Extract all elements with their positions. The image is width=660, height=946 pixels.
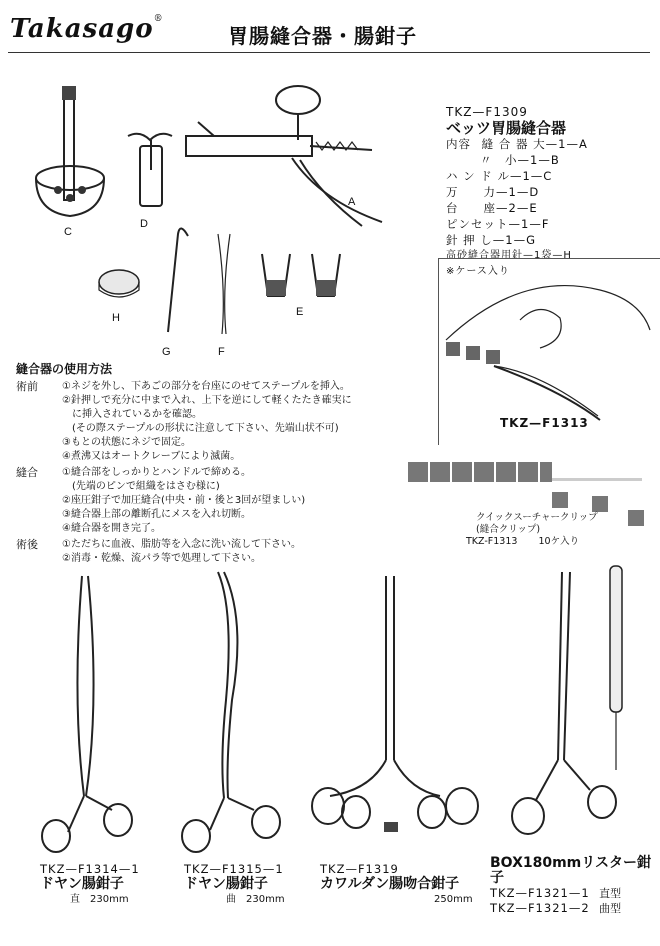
variant-code: TKZ—F1321—1	[490, 886, 590, 900]
contents-item: 万 力—1—D	[446, 185, 540, 199]
instruction-line: (先端のピンで組織をはさむ様に)	[62, 481, 220, 492]
usage-heading: 縫合器の使用方法	[16, 362, 113, 376]
instruction-line: に挿入されているかを確認。	[62, 409, 202, 420]
instruction-line: ④煮沸又はオートクレーブにより滅菌。	[62, 451, 241, 462]
instruction-line: ③縫合器上部の離断孔にメスを入れ切断。	[62, 509, 251, 520]
product-detail: 直 230mm	[70, 894, 129, 905]
anastomosis-clamp-illustration	[312, 576, 478, 832]
case-note: ※ケース入り	[446, 266, 510, 277]
figure-label-g: G	[162, 346, 171, 358]
clip-code: TKZ-F1313	[466, 536, 518, 547]
instruction-line: ③もとの状態にネジで固定。	[62, 437, 191, 448]
section-label: 縫合	[16, 466, 38, 479]
figure-label-c: C	[64, 226, 72, 238]
contents-item: 〃 小—1—B	[480, 153, 560, 167]
bases-e-illustration	[262, 254, 340, 296]
product-f1319	[320, 862, 473, 907]
variant-row	[490, 886, 660, 901]
instruction-line: ①ネジを外し、下あごの部分を台座にのせてステープルを挿入。	[62, 381, 350, 392]
product-f1309-code: TKZ—F1309	[446, 105, 528, 119]
takasago-logo	[10, 14, 164, 44]
needle-case-h-illustration	[99, 270, 139, 297]
usage-section-postop	[16, 538, 416, 566]
contents-item: ピンセット—1—F	[446, 217, 550, 231]
variant-type: 曲型	[599, 902, 622, 915]
product-f1315	[184, 862, 285, 907]
usage-section-suture	[16, 466, 416, 536]
figure-label-f: F	[218, 346, 225, 358]
product-name: ドヤン腸鉗子	[40, 876, 124, 892]
section-label: 術後	[16, 538, 38, 551]
contents-label: 内容	[446, 137, 471, 151]
header-divider	[8, 52, 650, 53]
logo-registered-mark: ®	[153, 14, 164, 24]
handle-c-illustration	[36, 86, 104, 216]
product-f1309-name: ベッツ胃腸縫合器	[446, 119, 567, 137]
usage-section-preop	[16, 380, 416, 464]
figure-label-e: E	[296, 306, 304, 318]
doyen-curved-illustration	[182, 572, 280, 852]
forceps-f-illustration	[218, 234, 230, 334]
instruction-line: ②消毒・乾燥、流パラ等で処理して下さい。	[62, 553, 261, 564]
figure-label-a: A	[348, 196, 356, 208]
figure-label-d: D	[140, 218, 148, 230]
product-detail: 250mm	[434, 894, 473, 905]
usage-instructions	[16, 362, 416, 568]
figure-label-h: H	[112, 312, 120, 324]
section-label: 術前	[16, 380, 38, 393]
clip-subname: (縫合クリップ)	[476, 524, 541, 535]
product-f1314	[40, 862, 140, 907]
doyen-straight-illustration	[42, 576, 132, 852]
contents-row	[446, 136, 588, 152]
logo-text: Takasago	[10, 14, 154, 44]
instruction-line: ④縫合器を開き完了。	[62, 523, 161, 534]
clip-name: クイックスーチャークリップ	[476, 512, 598, 523]
variant-type: 直型	[599, 887, 622, 900]
lister-forceps-illustration	[512, 566, 622, 834]
product-name: BOX180mmリスター鉗子	[490, 855, 651, 886]
product-f1309	[446, 104, 588, 280]
instruction-line: ①縫合部をしっかりとハンドルで締める。	[62, 467, 251, 478]
product-code: TKZ—F1319	[320, 862, 399, 876]
product-code: TKZ—F1315—1	[184, 862, 284, 876]
product-detail: 曲 230mm	[226, 894, 285, 905]
page-title: 胃腸縫合器・腸鉗子	[228, 24, 417, 48]
product-lister	[490, 856, 660, 916]
contents-item: 縫 合 器 大—1—A	[481, 137, 588, 151]
contents-item: ハ ン ド ル—1—C	[446, 169, 553, 183]
quick-suture-clip-info	[466, 512, 598, 548]
variant-code: TKZ—F1321—2	[490, 901, 590, 915]
clip-quantity: 10ケ入り	[538, 536, 580, 547]
instruction-line: ②針押しで充分に中まで入れ、上下を逆にして軽くたたき確実に	[62, 395, 352, 406]
product-code: TKZ—F1314—1	[40, 862, 140, 876]
instruction-line: ②座圧鉗子で加圧縫合(中央・前・後と3回が望ましい)	[62, 495, 306, 506]
instruction-line: (その際ステープルの形状に注意して下さい、先端山状不可)	[62, 423, 339, 434]
needle-pusher-g-illustration	[168, 228, 188, 332]
product-f1313-code: TKZ—F1313	[500, 416, 589, 430]
vise-d-illustration	[128, 134, 172, 206]
contents-item: 高砂縫合器用針—1袋—H	[446, 250, 572, 261]
contents-item: 台 座—2—E	[446, 201, 538, 215]
product-name: ドヤン腸鉗子	[184, 876, 268, 892]
instruction-line: ①ただちに血液、脂肪等を入念に洗い流して下さい。	[62, 539, 301, 550]
contents-item: 針 押 し—1—G	[446, 233, 537, 247]
product-name: カワルダン腸吻合鉗子	[320, 876, 460, 892]
variant-row	[490, 901, 660, 916]
